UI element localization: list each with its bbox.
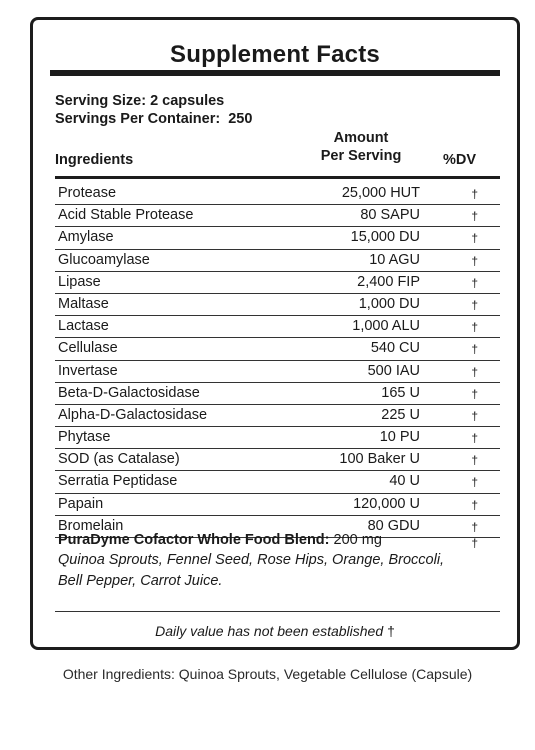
blend-ingredients-line2: Bell Pepper, Carrot Juice. xyxy=(58,573,223,589)
blend-ingredients-line1: Quinoa Sprouts, Fennel Seed, Rose Hips, Orange, Broccoli, xyxy=(58,552,445,568)
ingredient-name: Glucoamylase xyxy=(58,251,150,268)
ingredient-name: Beta-D-Galactosidase xyxy=(58,384,200,401)
ingredient-table xyxy=(55,183,500,538)
header-divider xyxy=(55,176,500,179)
table-row xyxy=(55,449,500,471)
ingredient-amount: 120,000 U xyxy=(353,495,420,512)
header-amount-line1: Amount xyxy=(333,130,389,146)
ingredient-name: SOD (as Catalase) xyxy=(58,451,180,468)
blend-row xyxy=(55,530,500,550)
table-row xyxy=(55,250,500,272)
other-ingredients: Other Ingredients: Quinoa Sprouts, Vegetable Cellulose (Capsule) xyxy=(62,666,473,682)
header-dv: %DV xyxy=(443,152,477,168)
ingredient-name: Lactase xyxy=(58,318,109,335)
ingredient-dv: † xyxy=(471,209,478,224)
ingredient-dv: † xyxy=(471,253,478,268)
ingredient-name: Protease xyxy=(58,185,117,201)
ingredient-amount: 10 AGU xyxy=(369,251,420,268)
ingredient-name: Acid Stable Protease xyxy=(58,207,194,224)
table-row xyxy=(55,471,500,493)
header-amount-line2: Per Serving xyxy=(320,148,402,164)
ingredient-amount: 500 IAU xyxy=(367,362,420,379)
servings-per-container-label: Servings Per Container: xyxy=(55,111,221,127)
table-row xyxy=(55,272,500,294)
servings-per-container-value: 250 xyxy=(228,111,253,127)
table-row xyxy=(55,383,500,405)
ingredient-amount: 80 SAPU xyxy=(360,207,420,224)
blend-amount: 200 mg xyxy=(333,532,382,548)
ingredient-dv: † xyxy=(471,275,478,290)
footnote-text: Daily value has not been established xyxy=(155,623,384,639)
ingredient-name: Cellulase xyxy=(58,340,118,357)
ingredient-amount: 10 PU xyxy=(379,429,420,446)
ingredient-dv: † xyxy=(471,408,478,423)
table-row xyxy=(55,205,500,227)
table-row xyxy=(55,361,500,383)
ingredient-dv: † xyxy=(471,364,478,379)
ingredient-amount: 40 U xyxy=(389,473,420,490)
ingredient-dv: † xyxy=(471,431,478,446)
ingredient-name: Invertase xyxy=(58,362,118,379)
ingredient-name: Papain xyxy=(58,495,104,512)
footnote xyxy=(33,623,517,639)
ingredient-dv: † xyxy=(471,497,478,512)
table-row xyxy=(55,316,500,338)
table-row xyxy=(55,227,500,249)
ingredient-amount: 80 GDU xyxy=(367,517,420,534)
ingredient-name: Serratia Peptidase xyxy=(58,473,178,490)
ingredient-dv: † xyxy=(471,320,478,335)
ingredient-name: Maltase xyxy=(58,295,109,312)
title-divider xyxy=(50,70,500,76)
ingredient-dv: † xyxy=(471,519,478,534)
ingredient-name: Amylase xyxy=(58,229,114,246)
supplement-facts-panel xyxy=(30,17,520,650)
ingredient-name: Alpha-D-Galactosidase xyxy=(58,406,208,423)
panel-title: Supplement Facts xyxy=(170,41,380,68)
ingredient-amount: 225 U xyxy=(381,406,420,423)
table-row xyxy=(55,183,500,205)
ingredient-dv: † xyxy=(471,453,478,468)
blend-dv: † xyxy=(471,536,478,550)
ingredient-amount: 1,000 DU xyxy=(358,295,420,312)
ingredient-amount: 25,000 HUT xyxy=(341,185,420,201)
header-ingredients: Ingredients xyxy=(55,152,134,168)
ingredient-dv: † xyxy=(471,297,478,312)
ingredient-dv: † xyxy=(471,342,478,357)
serving-info xyxy=(55,92,252,128)
ingredient-dv: † xyxy=(471,187,478,201)
table-row xyxy=(55,427,500,449)
ingredient-amount: 15,000 DU xyxy=(350,229,420,246)
blend-name: PuraDyme Cofactor Whole Food Blend: xyxy=(58,532,330,548)
table-row xyxy=(55,405,500,427)
ingredient-dv: † xyxy=(471,386,478,401)
ingredient-name: Bromelain xyxy=(58,517,124,534)
ingredient-amount: 2,400 FIP xyxy=(357,273,420,290)
header-amount xyxy=(301,129,421,165)
footer-divider xyxy=(55,611,500,612)
ingredient-amount: 540 CU xyxy=(370,340,420,357)
ingredient-name: Lipase xyxy=(58,273,101,290)
ingredient-amount: 100 Baker U xyxy=(339,451,420,468)
footnote-dagger: † xyxy=(387,623,395,639)
blend-section xyxy=(55,530,500,592)
table-row xyxy=(55,294,500,316)
ingredient-amount: 165 U xyxy=(381,384,420,401)
serving-size: Serving Size: 2 capsules xyxy=(55,93,225,109)
table-row xyxy=(55,494,500,516)
ingredient-dv: † xyxy=(471,475,478,490)
ingredient-name: Phytase xyxy=(58,429,111,446)
servings-per-container xyxy=(55,110,252,128)
table-row xyxy=(55,338,500,360)
ingredient-amount: 1,000 ALU xyxy=(352,318,420,335)
ingredient-dv: † xyxy=(471,231,478,246)
